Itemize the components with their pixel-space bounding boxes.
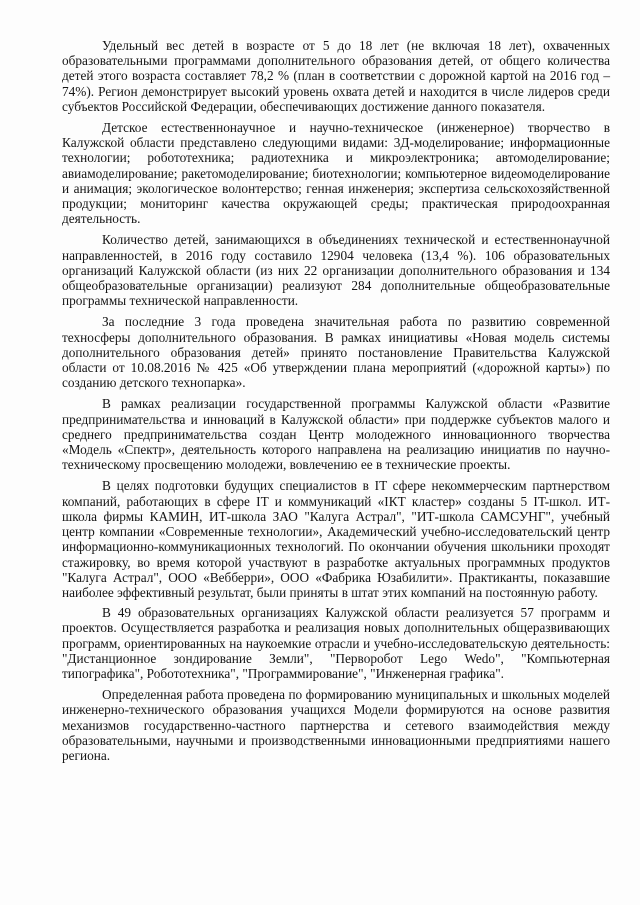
paragraph-it-schools: В целях подготовки будущих специалистов в IT сфере некоммерческим партнерством компаний, работающих в сфере IT и коммуникаций «IКТ кластер» созданы 5 IT-школ. ИТ-школа фирмы КАМИН, ИТ-школа ЗАО "Калуга Астрал", "ИТ-школа САМСУНГ", учебный центр компании «Современные технологии», Академический учебно-исследовательский центр информационно-коммуникационных технологий. По окончании обучения школьники проходят стажировку, во время которой участвуют в разработке актуальных программных продуктов "Калуга Астрал", ООО «Вебберри», ООО «Фабрика Юзабилити». Практиканты, показавшие наиболее эффективный результат, были приняты в штат этих компаний на постоянную работу. — [62, 478, 610, 600]
paragraph-programs: В 49 образовательных организациях Калужской области реализуется 57 программ и проектов. Осуществляется разработка и реализация новых дополнительных общеразвивающих программ, ориентированных на наукоемкие отрасли и учебно-исследовательскую деятельность: "Дистанционное зондирование Земли", "Перворобот Lego Wedo", "Компьютерная типографика", Робототехника", "Программирование", "Инженерная графика". — [62, 605, 610, 681]
paragraph-models: Определенная работа проведена по формированию муниципальных и школьных моделей инженерно-технического образования учащихся Модели формируются на основе развития механизмов государственно-частного партнерства и сетевого взаимодействия между образовательными, научными и производственными инновационными предприятиями нашего региона. — [62, 687, 610, 763]
paragraph-children-count: Количество детей, занимающихся в объединениях технической и естественнонаучной направленностей, в 2016 году составило 12904 человека (13,4 %). 106 образовательных организаций Калужской области (из них 22 организации дополнительного образования и 134 общеобразовательные организации) реализуют 284 дополнительные общеобразовательные программы технической направленности. — [62, 232, 610, 309]
paragraph-creativity-types: Детское естественнонаучное и научно-техническое (инженерное) творчество в Калужской области представлено следующими видами: 3Д-моделирование; информационные технологии; робототехника; радиотехника и микроэлектроника; автомоделирование; авиамоделирование; ракетомоделирование; биотехнологии; компьютерное видеомоделирование и анимация; экологическое волонтерство; генная инженерия; экспертиза сельскохозяйственной продукции; мониторинг качества окружающей среды; практическая природоохранная деятельность. — [62, 120, 610, 227]
paragraph-technosphere: За последние 3 года проведена значительная работа по развитию современной техносферы дополнительного образования. В рамках инициативы «Новая модель системы дополнительного образования детей» принято постановление Правительства Калужской области от 10.08.2016 № 425 «Об утверждении плана мероприятий («дорожной карты») по созданию детского технопарка». — [62, 314, 610, 391]
document-body — [62, 38, 610, 768]
paragraph-spectr-center: В рамках реализации государственной программы Калужской области «Развитие предпринимательства и инноваций в Калужской области» при поддержке субъектов малого и среднего предпринимательства создан Центр молодежного инновационного творчества «Модель «Спектр», деятельность которого направлена на реализацию инициатив по научно-техническому просвещению молодежи, вовлечению ее в технические проекты. — [62, 396, 610, 473]
paragraph-coverage: Удельный вес детей в возрасте от 5 до 18 лет (не включая 18 лет), охваченных образовательными программами дополнительного образования детей, от общего количества детей этого возраста составляет 78,2 % (план в соответствии с дорожной картой на 2016 год – 74%). Регион демонстрирует высокий уровень охвата детей и находится в числе лидеров среди субъектов Российской Федерации, обеспечивающих достижение данного показателя. — [62, 38, 610, 114]
